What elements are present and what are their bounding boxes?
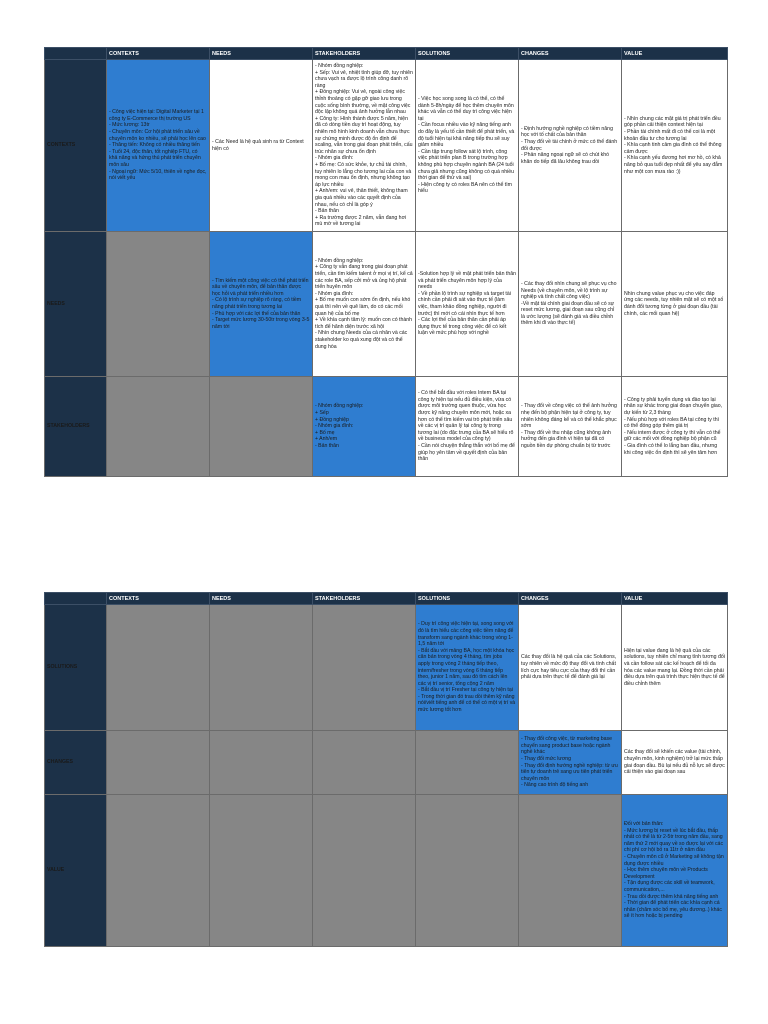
cell-value-contexts [107, 795, 210, 947]
header-changes: CHANGES [519, 48, 622, 60]
header-corner [45, 48, 107, 60]
row-label-needs: NEEDS [45, 232, 107, 377]
cell-stakeholders-contexts [107, 377, 210, 477]
header-stakeholders: STAKEHOLDERS [313, 593, 416, 605]
header-solutions: SOLUTIONS [416, 48, 519, 60]
matrix-table-bottom [44, 592, 728, 947]
cell-value-value: Đối với bản thân: - Mức lương bị reset về lúc bắt đầu, thấp nhất có thể là từ 2-5tr trong năm đầu, sang năm thứ 2 mới quay về so được lại với các chi phí cơ hội bỏ ra 11tr ở năm đầu - Chuyên môn cũ ở Marketing sẽ không tận dụng được nhiều - Học thêm chuyên môn về Products Development - Tận dụng được các skill về teamwork, communication,... - Trau dồi được thêm khả năng tiếng anh - Thời gian để phát triển các khía cạnh cá nhân (chăm sóc bố mẹ, yêu đương..) khác sẽ ít hơn hoặc bị pending [622, 795, 728, 947]
header-contexts: CONTEXTS [107, 48, 210, 60]
header-solutions: SOLUTIONS [416, 593, 519, 605]
cell-needs-value: Nhìn chung value phục vụ cho việc đáp ứng các needs, tuy nhiên mặt sẽ có một số đánh đổi tương từng ở giai đoạn đầu (tài chính, các mối quan hệ) [622, 232, 728, 377]
header-value: VALUE [622, 48, 728, 60]
cell-needs-contexts [107, 232, 210, 377]
matrix-table-top [44, 47, 728, 477]
cell-stakeholders-needs [210, 377, 313, 477]
cell-stakeholders-solutions: - Có thể bắt đầu với roles Intern BA tại công ty hiện tại nếu đủ điều kiện, vừa có được môi trường quen thuộc, vừa học được kỹ năng chuyên môn mới, hoặc xa hơn có thể tìm kiếm vai trò phát triển sâu về các vị trí quản lý tại công ty trong tương lai (do đặc trưng của BA sẽ hiểu rõ về business model của công ty) - Cần nói chuyện thẳng thắn với bố mẹ để giúp họ yên tâm về quyết định của bản thân [416, 377, 519, 477]
cell-changes-changes: - Thay đổi công việc, từ marketing base chuyển sang product base hoặc ngành nghề khác - Thay đổi mức lương - Thay đổi định hướng nghề nghiệp: từ ưu tiên tự doanh trẻ sang ưu tiên phát triển chuyên môn - Nâng cao trình độ tiếng anh [519, 731, 622, 795]
cell-value-stakeholders [313, 795, 416, 947]
cell-changes-contexts [107, 731, 210, 795]
cell-solutions-changes: Các thay đổi là hệ quả của các Solutions, tuy nhiên về mức độ thay đổi và tính chất lích cực hay tiêu cực của thay đổi thì cần phải dựa trên thực tế để đánh giá lại [519, 605, 622, 731]
cell-solutions-stakeholders [313, 605, 416, 731]
cell-solutions-solutions: - Duy trì công việc hiện tại, song song với đó là tìm hiểu các công việc tiềm năng để transform sang ngành khác trong vòng 1-1,5 năm tới - Bắt đầu với mảng BA, học một khóa học căn bản trong vòng 4 tháng, tìm jobs apply trong vòng 2 tháng tiếp theo, intern/fresher trong vòng 6 tháng tiếp theo, junior 1 năm, sau đó tìm cách lên các vị trí senior, tổng cộng 2 năm - Bắt đầu vị trí Fresher tại công ty hiện tại - Trong thời gian đó trau dồi thêm kỹ năng nói/viết tiếng anh để có thể có một vị trí và mức lương tốt hơn [416, 605, 519, 731]
cell-contexts-solutions: - Việc học song song là có thể, có thể dành 5-8h/ngày để học thêm chuyên môn khác và vẫn có thể duy trì công việc hiện tại - Cần focus nhiều vào kỹ năng tiếng anh do đây là yếu tố cần thiết để phát triển, và độ tuổi hiện tại khả năng tiếp thu sẽ suy giảm nhiều - Cần tập trung follow sát lộ trình, công việc phát triển plan B trong trường hợp không phù hợp chuyên ngành BA (24 tuổi chưa giả nhưng cũng không có quá nhiều thời gian để thử và sai) - Hiện công ty có roles BA nên có thể tìm hiểu [416, 60, 519, 232]
cell-solutions-contexts [107, 605, 210, 731]
cell-value-solutions [416, 795, 519, 947]
row-changes [45, 731, 728, 795]
cell-contexts-stakeholders: - Nhóm đồng nghiệp: + Sếp: Vui vẻ, nhiệt tình giúp đỡ, tuy nhiên chưa vạch ra được lộ trình công danh rõ ràng + Đồng nghiệp: Vui vẻ, ngoài công việc thỉnh thoảng có gặp gỡ giao lưu trong cuộc sống bình thường, về mặt công việc độc lập không quá ảnh hưởng lẫn nhau + Công ty: Hình thành được 5 năm, hiện đã có dòng tiền duy trì hoạt động, tuy nhiên mô hình kinh doanh vẫn chưa thực sự chứng minh được độ ổn định để scaling, vẫn trong giai đoạn phát triển, cấu trúc nhân sự chưa ổn định - Nhóm gia đình: + Bố mẹ: Có sức khỏe, tự chủ tài chính, tuy nhiên lo lắng cho tương lai của con và mong con mau ổn định, nhưng không tạo áp lực nhiều + Anh/em: vui vẻ, thân thiết, không tham gia quá nhiều vào các quyết định của nhau, nếu có chỉ là góp ý - Bản thân + Ra trường được 2 năm, vẫn đang hơi mù mờ về tương lai [313, 60, 416, 232]
header-value: VALUE [622, 593, 728, 605]
row-stakeholders [45, 377, 728, 477]
cell-needs-changes: - Các thay đổi nhìn chung sẽ phục vụ cho Needs (về chuyên môn, về lộ trình sự nghiệp và tính chất công việc) -Về mặt tài chính giai đoạn đầu sẽ có sự reset mức lương, giai đoạn sau cũng chỉ là ước lượng (sẽ đánh giá và điều chỉnh thêm khi đi vào thực tế) [519, 232, 622, 377]
cell-changes-stakeholders [313, 731, 416, 795]
row-label-changes: CHANGES [45, 731, 107, 795]
row-label-value: VALUE [45, 795, 107, 947]
row-needs [45, 232, 728, 377]
cell-changes-solutions [416, 731, 519, 795]
cell-solutions-needs [210, 605, 313, 731]
cell-stakeholders-stakeholders: - Nhóm đồng nghiệp: + Sếp + Đồng nghiệp - Nhóm gia đình: + Bố mẹ + Anh/em - Bản thân [313, 377, 416, 477]
header-row [45, 593, 728, 605]
cell-solutions-value: Hiện tại value đang là hệ quả của các solutions, tuy nhiên chỉ mang tính tương đối và cần follow sát các kế hoạch để tối đa hóa các value mang lại. Đồng thời cần phải điều dựa trên quá trình thực hiện thực tế để điều chỉnh thêm [622, 605, 728, 731]
cell-needs-stakeholders: - Nhóm đồng nghiệp: + Công ty vẫn đang trong giai đoạn phát triển, cần tìm kiếm talent ở mọi vị trí, kể cả các role BA, sếp cởi mở và ủng hộ phát triển huyên môn - Nhóm gia đình: + Bố mẹ muốn con sớm ổn định, nếu khó quá thì nên về quê làm, do có các mối quan hệ của bố mẹ + Về khía cạnh tâm lý: muốn con có thành tích để hãnh diện trước xã hội - Nhìn chung Needs của cá nhân và các stakeholder ko quá xung đột và có thể dung hòa [313, 232, 416, 377]
cell-contexts-contexts: - Công việc hiện tại: Digital Marketer tại 1 công ty E-Commerce thị trường US - Mức lương: 13tr - Chuyên môn: Cơ hội phát triển sâu về chuyên môn ko nhiều, sẽ phải học lên cao - Thăng tiến: Không có nhiều thăng tiến - Tuổi 24, độc thân, tốt nghiệp FTU, có khả năng và hứng thú phát triển chuyên môn sâu - Ngoại ngữ: Mức 5/10, thiên về nghe đọc, nói viết yếu [107, 60, 210, 232]
header-corner [45, 593, 107, 605]
header-needs: NEEDS [210, 593, 313, 605]
header-contexts: CONTEXTS [107, 593, 210, 605]
row-label-contexts: CONTEXTS [45, 60, 107, 232]
header-needs: NEEDS [210, 48, 313, 60]
header-changes: CHANGES [519, 593, 622, 605]
row-label-solutions: SOLUTIONS [45, 605, 107, 731]
header-row [45, 48, 728, 60]
row-value [45, 795, 728, 947]
cell-needs-solutions: -Solution hợp lý về mặt phát triển bản thân và phát triển chuyên môn hợp lý của needs - Về phần lộ trình sự nghiệp và target tài chính cần phải đi sát vào thực tế (làm việc, tham khảo đồng nghiệp, người đi trước) thì mới có cái nhìn thực tế hơn - Các lợi thế của bản thân cần phải áp dụng thực tế trong công việc để có kết luận về mức phù hợp với nghề [416, 232, 519, 377]
cell-value-changes [519, 795, 622, 947]
cell-needs-needs: - Tìm kiếm một công việc có thể phát triển sâu về chuyên môn, để bản thân được học hỏi và phát triển nhiều hơn - Có lộ trình sự nghiệp rõ ràng, có tiềm năng phát triển trong tương lai - Phù hợp với các lợi thế của bản thân - Target mức lương 30-50tr trong vòng 3-5 năm tới [210, 232, 313, 377]
header-stakeholders: STAKEHOLDERS [313, 48, 416, 60]
row-solutions [45, 605, 728, 731]
cell-stakeholders-value: - Công ty phải tuyển dụng và đào tạo lại nhân sự khác trong giai đoạn chuyển giao, dự kiến từ 2,3 tháng - Nếu phù hợp với roles BA tại công ty thì có thể đóng góp thêm giá trị - Nếu intern được ở công ty thì vẫn có thể giữ các mối với đồng nghiệp bộ phận cũ - Gia đình có thể lo lắng ban đầu, nhưng khi công việc ổn định thì sẽ yên tâm hơn [622, 377, 728, 477]
row-contexts [45, 60, 728, 232]
cell-changes-needs [210, 731, 313, 795]
cell-value-needs [210, 795, 313, 947]
cell-contexts-changes: - Định hướng nghề nghiệp có tiềm năng học với tố chất của bản thân - Thay đổi về tài chính ở mức có thể đánh đổi được - Phản năng ngoại ngữ sẽ có chút khó khăn do tiếp đã lâu không trau dồi [519, 60, 622, 232]
cell-stakeholders-changes: - Thay đổi về công việc có thể ảnh hưởng nhẹ đến bộ phận hiện tại ở công ty, tuy nhiên không đáng kể và có thể khắc phục sớm - Thay đổi về thu nhập cũng không ảnh hưởng đến gia đình vì hiện tại đã có nguồn tiền dự phòng chuẩn bị từ trước [519, 377, 622, 477]
row-label-stakeholders: STAKEHOLDERS [45, 377, 107, 477]
cell-changes-value: Các thay đổi sẽ khiến các value (tài chính, chuyên môn, kinh nghiệm) trở lại mức thấp giai đoạn đầu. Bù lại nếu đủ nỗ lực sẽ được cải thiện vào giai đoạn sau [622, 731, 728, 795]
cell-contexts-value: - Nhìn chung các mặt giá trị phát triển đều góp phần cải thiện context hiện tại - Phần tài chính mất đi có thể coi là một khoản đầu tư cho tương lai - Khía cạnh tinh cảm gia đình có thể thông cảm được - Khía cạnh yếu đương hơi mơ hồ, có khả năng bỏ qua tuổi đẹp nhất để yêu say đắm như một con mưa rào :)) [622, 60, 728, 232]
cell-contexts-needs: - Các Need là hệ quả sinh ra từ Context hiện có [210, 60, 313, 232]
